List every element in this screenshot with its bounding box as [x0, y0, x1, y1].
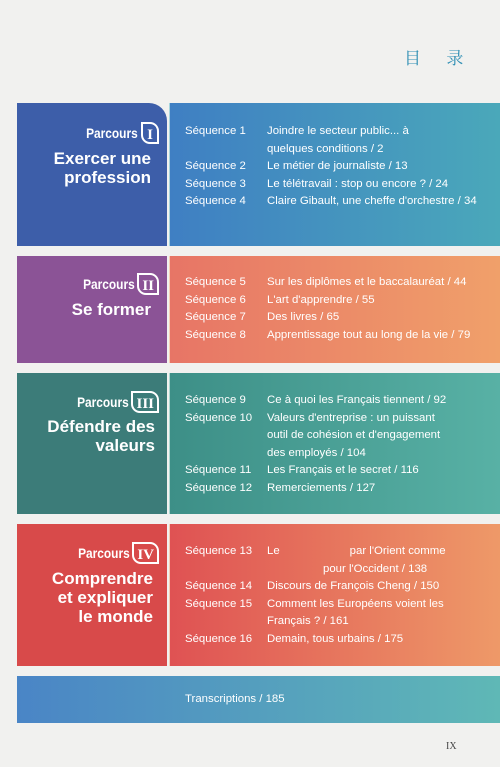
sequence-title: Ce à quoi les Français tiennent / 92: [267, 394, 447, 406]
sequence-9: [185, 392, 486, 410]
toc-title: 目 录: [404, 49, 474, 69]
sequence-12: [185, 480, 486, 498]
sequence-14: [185, 578, 486, 596]
sequence-number: Séquence 14: [185, 580, 253, 592]
sequence-title: Claire Gibault, une cheffe d'orchestre / 34: [267, 195, 477, 207]
parcours-3-label: [17, 391, 159, 413]
parcours-1-title: [17, 149, 151, 187]
sequence-7: [185, 309, 486, 327]
page-number: IX: [446, 741, 457, 752]
parcours-1: [17, 103, 500, 246]
title-line: valeurs: [95, 436, 155, 455]
sequence-title: Demain, tous urbains / 175: [267, 632, 404, 645]
sequence-title: des employés / 104: [267, 446, 366, 459]
sequence-number: Séquence 10: [185, 411, 253, 424]
roman-numeral-badge: IV: [132, 542, 159, 564]
sequence-number: Séquence 7: [185, 311, 246, 323]
sequence-11: [185, 462, 486, 480]
sequence-number: Séquence 5: [185, 276, 246, 288]
sequence-title: Le métier de journaliste / 13: [267, 160, 408, 172]
sequence-number: Séquence 2: [185, 160, 246, 172]
sequence-4: [185, 193, 486, 211]
sequence-title: Discours de François Cheng / 150: [267, 580, 440, 592]
parcours-2-title: [17, 300, 151, 319]
parcours-3: [17, 373, 500, 514]
sequence-title: pour l'Occident / 138: [323, 562, 428, 575]
title-line: profession: [64, 168, 151, 187]
sequence-5: [185, 274, 486, 292]
sequence-number: Séquence 3: [185, 177, 246, 190]
transcriptions-label: Transcriptions / 185: [185, 693, 285, 705]
title-line: le monde: [78, 607, 153, 626]
title-line: Se former: [71, 300, 151, 319]
title-line: Comprendre: [51, 569, 153, 588]
parcours-2: [17, 256, 500, 363]
sequence-title: outil de cohésion et d'engagement: [267, 429, 441, 441]
sequence-16: [185, 631, 486, 649]
parcours-label-text: Parcours: [82, 276, 135, 292]
sequence-number: Séquence 8: [185, 328, 246, 341]
sequence-number: Séquence 16: [185, 632, 253, 645]
transcriptions-bar: [17, 676, 500, 723]
parcours-label-text: Parcours: [86, 125, 138, 141]
sequence-number: Séquence 12: [185, 481, 253, 494]
sequence-6: [185, 292, 486, 310]
sequence-title: Sur les diplômes et le baccalauréat / 44: [267, 276, 467, 288]
title-line: Défendre des: [47, 417, 155, 436]
parcours-2-label: [17, 273, 159, 295]
sequence-1: [185, 123, 486, 158]
sequence-title: Le: [267, 545, 280, 557]
sequence-number: Séquence 1: [185, 125, 246, 137]
parcours-4-label: [17, 542, 159, 564]
sequence-title: Comment les Européens voient les: [267, 597, 444, 610]
roman-numeral-badge: I: [141, 122, 159, 144]
sequence-13: [185, 543, 486, 578]
parcours-label-text: Parcours: [77, 545, 130, 561]
sequence-15: [185, 596, 486, 631]
sequence-title: quelques conditions / 2: [267, 142, 384, 155]
parcours-label-text: Parcours: [76, 394, 129, 410]
parcours-4: [17, 524, 500, 666]
sequence-title: Remerciements / 127: [267, 481, 376, 494]
sequence-title: L'art d'apprendre / 55: [267, 293, 375, 306]
sequence-10: [185, 410, 486, 463]
sequence-number: Séquence 13: [185, 545, 253, 557]
sequence-number: Séquence 6: [185, 293, 246, 306]
sequence-2: [185, 158, 486, 176]
parcours-3-title: [17, 417, 155, 455]
sequence-title: Valeurs d'entreprise : un puissant: [267, 411, 435, 424]
sequence-title: Des livres / 65: [267, 311, 340, 323]
sequence-title: par l'Orient comme: [349, 545, 446, 557]
title-line: Exercer une: [53, 149, 151, 168]
sequence-title: Joindre le secteur public... à: [267, 125, 409, 137]
sequence-3: [185, 176, 486, 194]
sequence-title: Les Français et le secret / 116: [267, 464, 419, 476]
sequence-title: Le télétravail : stop ou encore ? / 24: [267, 177, 449, 190]
parcours-1-label: [17, 122, 159, 144]
sequence-8: [185, 327, 486, 345]
parcours-4-title: [17, 569, 153, 626]
title-line: et expliquer: [57, 588, 153, 607]
sequence-number: Séquence 4: [185, 195, 246, 207]
roman-numeral-badge: II: [137, 273, 159, 295]
sequence-number: Séquence 9: [185, 394, 246, 406]
roman-numeral-badge: III: [131, 391, 159, 413]
sequence-number: Séquence 15: [185, 597, 253, 610]
transcriptions-entry: [185, 691, 486, 709]
sequence-title: Français ? / 161: [267, 615, 349, 627]
sequence-title: Apprentissage tout au long de la vie / 79: [267, 328, 471, 341]
sequence-number: Séquence 11: [185, 464, 252, 476]
